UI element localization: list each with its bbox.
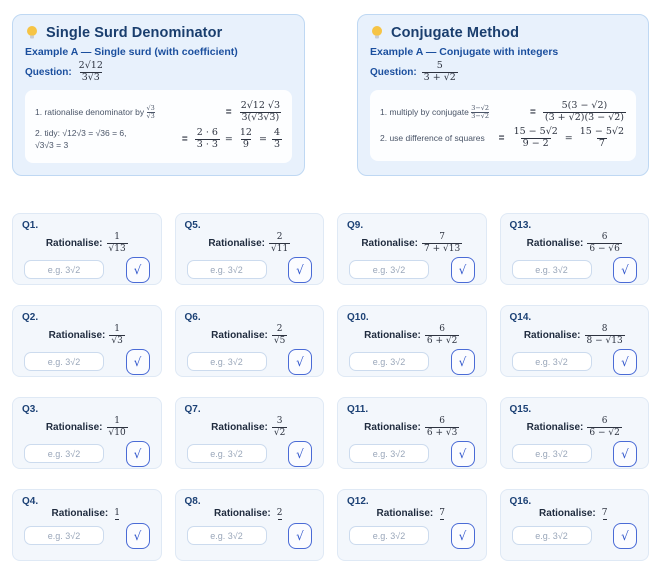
question-number: Q5.: [184, 220, 201, 232]
fraction-numerator: 4: [273, 127, 280, 139]
check-answer-button[interactable]: [288, 523, 312, 549]
radical-icon: √: [296, 354, 304, 369]
question-number: Q6.: [184, 312, 201, 324]
question-prompt: [22, 232, 152, 254]
step-text: 1. multiply by conjugate: [380, 106, 469, 117]
step-row: [380, 127, 626, 150]
question-card: [12, 305, 162, 377]
step-result: [195, 128, 282, 151]
rationalise-label: Rationalise:: [361, 237, 418, 249]
answer-row: [510, 257, 640, 283]
answer-row: [347, 349, 477, 375]
answer-input[interactable]: [187, 352, 267, 371]
answer-row: [22, 257, 152, 283]
check-answer-button[interactable]: [288, 349, 312, 375]
question-fraction: [77, 61, 105, 84]
radical-icon: √: [458, 446, 467, 461]
question-prompt: [185, 508, 315, 519]
example-question: [370, 61, 636, 84]
lightbulb-icon: [25, 25, 39, 41]
answer-row: [510, 523, 640, 549]
answer-input[interactable]: [24, 526, 104, 545]
radical-icon: √: [133, 528, 142, 543]
fraction-numerator: 2: [276, 508, 283, 519]
question-prompt: [510, 416, 640, 438]
example-cards-row: [12, 14, 649, 176]
example-title-row: [370, 25, 636, 41]
answer-row: [347, 441, 477, 467]
fraction-numerator: 1: [114, 508, 120, 519]
fraction-denominator: 3−√2: [471, 111, 490, 120]
answer-input[interactable]: [349, 526, 429, 545]
rationalise-label: Rationalise:: [523, 329, 581, 341]
radical-icon: √: [458, 354, 467, 369]
check-answer-button[interactable]: [451, 441, 475, 467]
question-prompt: [347, 232, 477, 254]
fraction-numerator: 6: [601, 232, 608, 243]
question-card: [337, 397, 487, 469]
answer-input[interactable]: [187, 526, 267, 545]
answer-row: [347, 523, 477, 549]
answer-input[interactable]: [24, 444, 104, 463]
question-fraction: [269, 232, 290, 254]
radical-icon: √: [458, 262, 467, 277]
fraction-denominator: (3 + √2)(3 − √2): [544, 111, 624, 123]
question-number: Q13.: [509, 220, 532, 232]
example-card-conjugate: [357, 14, 649, 176]
answer-row: [185, 257, 315, 283]
fraction-numerator: 2√12 √3: [240, 99, 280, 111]
check-answer-button[interactable]: [126, 523, 150, 549]
fraction-denominator: 3√3: [81, 71, 100, 83]
fraction-denominator: 6 + √2: [426, 335, 458, 346]
fraction-denominator: [278, 519, 282, 520]
fraction-numerator: 1: [114, 232, 120, 243]
result-fraction: [512, 127, 560, 150]
fraction-numerator: 15 − 5√2: [579, 125, 624, 137]
answer-input[interactable]: [24, 260, 104, 279]
question-fraction: [272, 324, 287, 346]
equals-sign: =: [258, 133, 267, 145]
step-text: √3√3 = 3: [35, 140, 69, 151]
question-card: [12, 489, 162, 561]
lightbulb-icon: [370, 25, 384, 41]
question-fraction: [422, 232, 462, 254]
radical-icon: √: [296, 528, 304, 543]
question-number: Q10.: [347, 312, 369, 324]
example-title-row: [25, 25, 292, 41]
question-fraction: [587, 416, 621, 438]
fraction-numerator: 8: [601, 324, 608, 335]
rationalise-label: Rationalise:: [364, 421, 421, 433]
question-prompt: [22, 324, 152, 346]
answer-input[interactable]: [512, 352, 592, 371]
fraction-denominator: 3: [273, 138, 280, 150]
question-number: Q9.: [347, 220, 364, 232]
fraction-numerator: 3: [276, 416, 283, 427]
fraction-numerator: 2√12: [78, 60, 103, 71]
question-fraction: [109, 324, 124, 346]
example-subtitle: Example A — Conjugate with integers: [370, 46, 559, 58]
example-title: Conjugate Method: [391, 25, 520, 41]
step-row: [35, 101, 282, 124]
check-answer-button[interactable]: [613, 523, 637, 549]
fraction-denominator: 9: [242, 138, 249, 150]
step-label: 2. use difference of squares: [380, 132, 485, 143]
fraction-denominator: √11: [271, 243, 289, 254]
result-fraction: [543, 101, 626, 124]
question-fraction: [425, 324, 459, 346]
answer-row: [22, 349, 152, 375]
fraction-denominator: √13: [108, 243, 126, 254]
question-number: Q3.: [22, 404, 39, 416]
fraction-numerator: 1: [114, 416, 120, 427]
rationalise-label: Rationalise:: [51, 508, 109, 520]
question-prompt: [185, 324, 315, 346]
question-prompt: [185, 232, 315, 254]
check-answer-button[interactable]: [126, 349, 150, 375]
inline-fraction: [471, 105, 489, 120]
rationalise-label: Rationalise:: [45, 237, 103, 249]
radical-icon: √: [621, 354, 629, 369]
radical-icon: √: [133, 262, 142, 277]
example-subtitle: Example A — Single surd (with coefficient): [25, 46, 238, 58]
question-number: Q16.: [509, 496, 532, 508]
fraction-numerator: 2: [276, 324, 283, 335]
fraction-numerator: 15 − 5√2: [513, 125, 558, 137]
fraction-denominator: √3: [111, 335, 123, 346]
radical-icon: √: [621, 262, 629, 277]
equals-sign: =: [564, 132, 573, 144]
check-answer-button[interactable]: [613, 441, 637, 467]
fraction-denominator: [603, 519, 607, 520]
question-fraction: [107, 232, 128, 254]
fraction-denominator: √2: [273, 427, 286, 438]
radical-icon: √: [458, 528, 467, 543]
question-number: Q4.: [22, 496, 39, 508]
fraction-denominator: 7: [598, 137, 605, 149]
check-answer-button[interactable]: [126, 441, 150, 467]
question-card: [500, 489, 650, 561]
rationalise-label: Rationalise:: [526, 237, 584, 249]
question-card: [12, 397, 162, 469]
fraction-denominator: 3 + √2: [423, 71, 456, 83]
check-answer-button[interactable]: [288, 257, 312, 283]
question-number: Q14.: [509, 312, 532, 324]
question-number: Q7.: [184, 404, 201, 416]
radical-icon: √: [621, 528, 629, 543]
step-result: [239, 101, 282, 124]
fraction-denominator: 9 − 2: [522, 137, 549, 149]
question-card: [175, 305, 325, 377]
question-number: Q8.: [184, 496, 201, 508]
question-card: [337, 489, 487, 561]
answer-input[interactable]: [512, 526, 592, 545]
result-fraction: [272, 128, 282, 151]
radical-icon: √: [621, 446, 629, 461]
question-prompt: [347, 508, 477, 519]
fraction-numerator: 1: [114, 324, 120, 335]
radical-icon: √: [133, 446, 142, 461]
fraction-numerator: √3: [146, 103, 155, 112]
rationalise-label: Rationalise:: [211, 421, 268, 433]
rationalise-label: Rationalise:: [48, 329, 106, 341]
answer-row: [510, 349, 640, 375]
step-label: [380, 105, 523, 120]
fraction-numerator: 2: [276, 232, 283, 243]
answer-input[interactable]: [187, 444, 267, 463]
fraction-numerator: 6: [439, 416, 445, 427]
equals-sign: =: [224, 133, 233, 145]
check-answer-button[interactable]: [451, 523, 475, 549]
example-question: [25, 61, 292, 84]
question-label: Question:: [25, 66, 72, 78]
fraction-denominator: 6 − √6: [589, 243, 620, 254]
rationalise-label: Rationalise:: [364, 329, 421, 341]
question-fraction: [107, 416, 128, 438]
fraction-denominator: √3: [146, 111, 155, 120]
rationalise-label: Rationalise:: [376, 508, 434, 520]
radical-icon: √: [133, 354, 142, 369]
fraction-numerator: 7: [601, 508, 608, 519]
answer-row: [22, 523, 152, 549]
check-answer-button[interactable]: [288, 441, 312, 467]
rationalise-label: Rationalise:: [211, 329, 268, 341]
fraction-denominator: 3(√3√3): [241, 111, 280, 123]
equals-sign: =: [181, 133, 188, 145]
question-prompt: [510, 508, 640, 519]
equals-sign: =: [498, 132, 505, 144]
check-answer-button[interactable]: [613, 349, 637, 375]
step-text: 2. tidy: √12√3 = √36 = 6,: [35, 127, 127, 138]
result-fraction: [239, 101, 282, 124]
question-card: [500, 305, 650, 377]
question-fraction: [425, 416, 459, 438]
step-label: [35, 105, 219, 120]
result-fraction: [578, 127, 626, 150]
fraction-numerator: 7: [439, 508, 445, 519]
answer-row: [510, 441, 640, 467]
question-label: Question:: [370, 66, 417, 78]
step-row: [35, 127, 282, 153]
rationalise-label: Rationalise:: [539, 508, 596, 520]
worked-steps-box: [25, 90, 292, 163]
answer-input[interactable]: [512, 260, 592, 279]
question-number: Q1.: [22, 220, 39, 232]
check-answer-button[interactable]: [126, 257, 150, 283]
question-fraction: [112, 508, 122, 519]
inline-fraction: [147, 105, 155, 120]
fraction-denominator: 7 + √13: [424, 243, 461, 254]
answer-row: [347, 257, 477, 283]
question-card: [175, 213, 325, 285]
fraction-denominator: √10: [108, 427, 126, 438]
rationalise-label: Rationalise:: [45, 421, 103, 433]
equals-sign: =: [529, 106, 536, 118]
answer-input[interactable]: [187, 260, 267, 279]
fraction-denominator: 6 + √3: [426, 427, 458, 438]
question-card: [175, 489, 325, 561]
fraction-denominator: [440, 519, 444, 520]
answer-row: [185, 349, 315, 375]
fraction-numerator: 5(3 − √2): [561, 99, 608, 111]
answer-input[interactable]: [349, 352, 429, 371]
question-card: [337, 213, 487, 285]
radical-icon: √: [296, 262, 304, 277]
fraction-numerator: 2 · 6: [196, 127, 218, 139]
worked-steps-box: [370, 90, 636, 161]
question-prompt: [510, 232, 640, 254]
question-card: [175, 397, 325, 469]
check-answer-button[interactable]: [613, 257, 637, 283]
rationalise-label: Rationalise:: [526, 421, 584, 433]
question-fraction: [587, 232, 621, 254]
questions-grid: [12, 213, 649, 561]
step-result: [543, 101, 626, 124]
question-fraction: [600, 508, 610, 519]
question-prompt: [347, 324, 477, 346]
question-prompt: [22, 508, 152, 519]
question-fraction: [585, 324, 625, 346]
question-number: Q15.: [509, 404, 532, 416]
fraction-numerator: 6: [601, 416, 608, 427]
answer-row: [185, 441, 315, 467]
question-fraction: [437, 508, 447, 519]
question-card: [12, 213, 162, 285]
fraction-denominator: 6 − √2: [589, 427, 620, 438]
question-card: [337, 305, 487, 377]
fraction-denominator: √5: [273, 335, 286, 346]
rationalise-label: Rationalise:: [214, 508, 271, 520]
fraction-denominator: 3 · 3: [196, 138, 218, 150]
answer-input[interactable]: [349, 444, 429, 463]
question-prompt: [510, 324, 640, 346]
answer-input[interactable]: [349, 260, 429, 279]
step-row: [380, 101, 626, 124]
fraction-denominator: 8 − √13: [586, 335, 623, 346]
question-prompt: [22, 416, 152, 438]
step-label: [35, 127, 175, 153]
question-number: Q11.: [347, 404, 369, 416]
question-card: [500, 213, 650, 285]
example-title: Single Surd Denominator: [46, 25, 223, 41]
answer-row: [22, 441, 152, 467]
question-fraction: [275, 508, 285, 519]
example-card-single-surd: [12, 14, 305, 176]
check-answer-button[interactable]: [451, 257, 475, 283]
question-card: [500, 397, 650, 469]
fraction-numerator: 5: [436, 60, 443, 71]
question-fraction: [422, 61, 458, 84]
fraction-numerator: 6: [439, 324, 445, 335]
fraction-numerator: 7: [439, 232, 445, 243]
fraction-denominator: [115, 519, 119, 520]
question-fraction: [272, 416, 287, 438]
answer-row: [185, 523, 315, 549]
equals-sign: =: [225, 106, 232, 118]
fraction-numerator: 3−√2: [471, 103, 490, 112]
result-fraction: [195, 128, 220, 151]
question-number: Q12.: [347, 496, 369, 508]
answer-input[interactable]: [24, 352, 104, 371]
rationalise-label: Rationalise:: [208, 237, 265, 249]
check-answer-button[interactable]: [451, 349, 475, 375]
question-prompt: [347, 416, 477, 438]
result-fraction: [238, 128, 254, 151]
question-number: Q2.: [22, 312, 39, 324]
step-result: [512, 127, 626, 150]
answer-input[interactable]: [512, 444, 592, 463]
question-prompt: [185, 416, 315, 438]
radical-icon: √: [296, 446, 304, 461]
fraction-numerator: 12: [239, 127, 252, 139]
step-text: 1. rationalise denominator by: [35, 106, 145, 117]
